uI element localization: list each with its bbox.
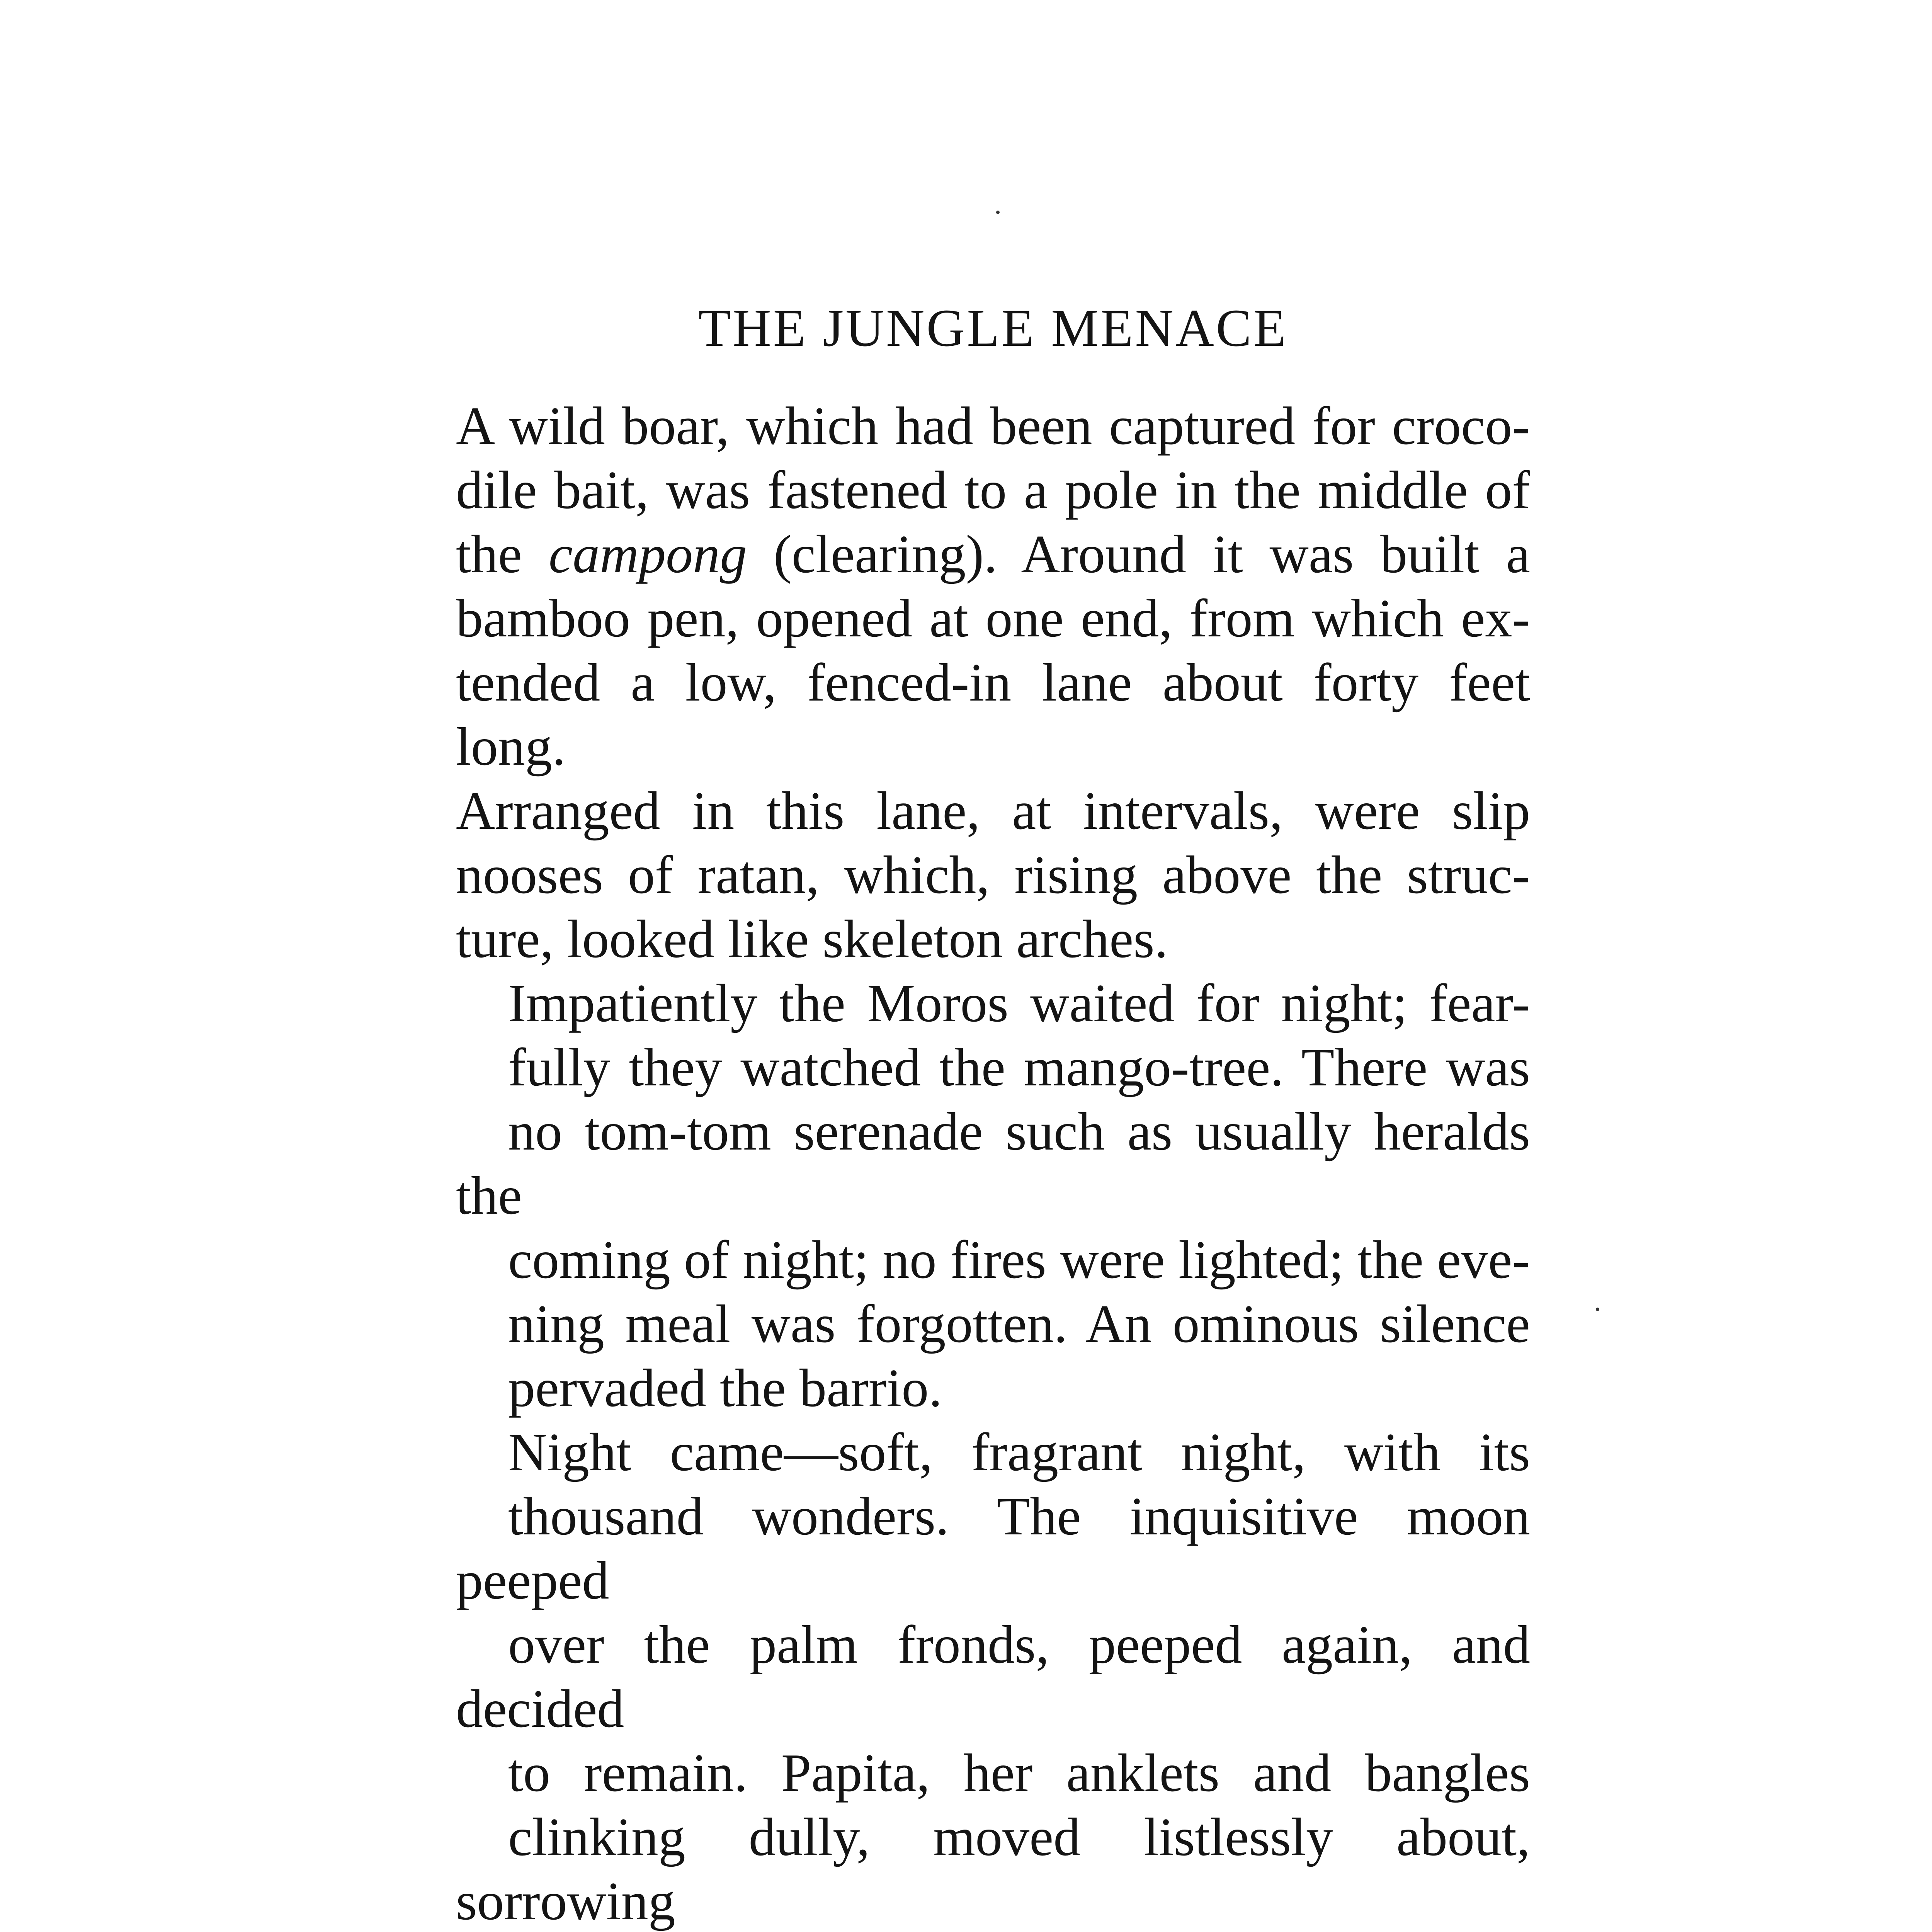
text-line: A wild boar, which had been captured for croco- xyxy=(456,396,1530,456)
scan-speck xyxy=(1596,1308,1599,1311)
text-line: clinking dully, moved listlessly about, sorrowing xyxy=(456,1807,1530,1931)
body-text xyxy=(456,394,1530,1932)
scan-speck xyxy=(996,211,1000,214)
paragraph-1 xyxy=(456,394,1530,971)
text-line: ture, looked like skeleton arches. xyxy=(456,909,1168,969)
text-line: to remain. Papita, her anklets and bangles xyxy=(508,1743,1530,1803)
text-line: bamboo pen, opened at one end, from which ex- xyxy=(456,588,1530,648)
text-line: pervaded the barrio. xyxy=(508,1358,942,1418)
text-line: Night came—soft, fragrant night, with its xyxy=(508,1422,1530,1482)
text-line: fully they watched the mango-tree. There was xyxy=(508,1037,1530,1097)
running-header: THE JUNGLE MENACE xyxy=(698,298,1288,357)
text-line: Impatiently the Moros waited for night; fear- xyxy=(508,973,1530,1033)
text-line: coming of night; no fires were lighted; the eve- xyxy=(508,1230,1530,1290)
text-line: Arranged in this lane, at intervals, were slip xyxy=(456,781,1530,841)
italic-term: campong xyxy=(548,524,747,584)
text-line: over the palm fronds, peeped again, and decided xyxy=(456,1615,1530,1739)
paragraph-3 xyxy=(456,1420,1530,1932)
text-line: nooses of ratan, which, rising above the struc- xyxy=(456,845,1530,905)
text-line: tended a low, fenced-in lane about forty feet long. xyxy=(456,653,1530,777)
text-line: ning meal was forgotten. An ominous silence xyxy=(508,1294,1530,1354)
paragraph-2 xyxy=(456,971,1530,1420)
text-line: the campong (clearing). Around it was built a xyxy=(456,524,1530,584)
text-line: no tom-tom serenade such as usually heralds the xyxy=(456,1102,1530,1226)
text-line: dile bait, was fastened to a pole in the middle of xyxy=(456,460,1530,520)
text-line: thousand wonders. The inquisitive moon peeped xyxy=(456,1486,1530,1611)
